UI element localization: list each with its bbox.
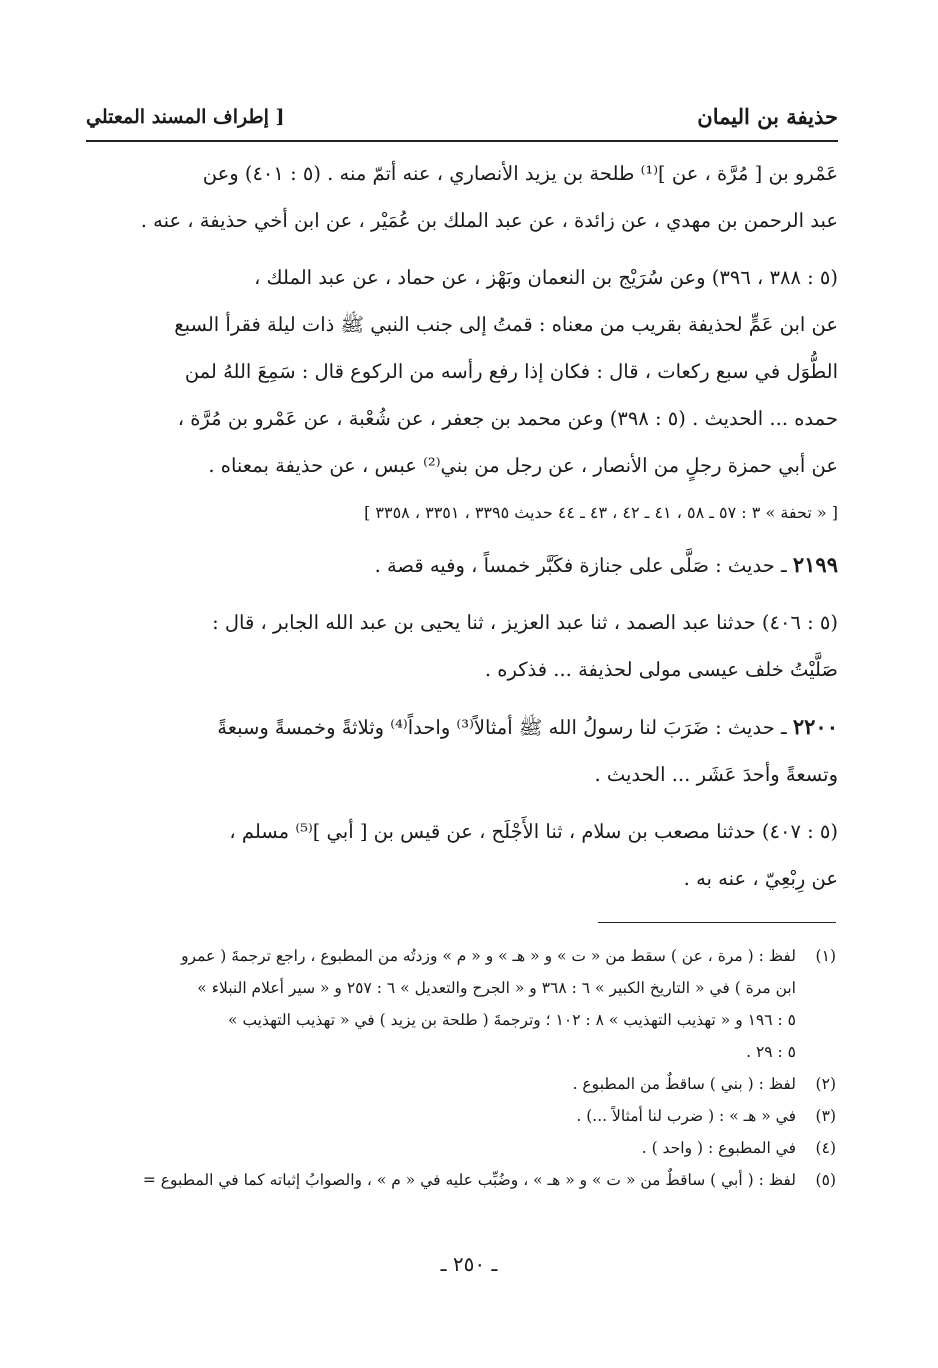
chapter-title: حذيفة بن اليمان [697, 104, 838, 129]
text-line: عن ابن عَمٍّ لحذيفة بقريب من معناه : قمتُ إلى جنب النبي ﷺ ذات ليلة فقرأ السبع [174, 313, 838, 336]
footnotes [70, 940, 836, 1196]
hadith-text: ـ حديث : ضَرَبَ لنا رسولُ الله ﷺ أمثالاً⁽³⁾ واحداً⁽⁴⁾ وثلاثةً وخمسةً وسبعةً [217, 716, 793, 739]
hadith-number: ٢٢٠٠ [792, 714, 838, 739]
footnote-number: (١) [815, 947, 836, 965]
footnote [70, 1164, 836, 1196]
text-line: الطُّوَل في سبع ركعات ، قال : فكان إذا رفع رأسه من الركوع قال : سَمِعَ اللهُ لمن [184, 360, 838, 383]
footnote-line: لفظ : ( بني ) ساقطٌ من المطبوع . [572, 1075, 796, 1093]
running-header [86, 104, 838, 134]
footnote-line: لفظ : ( مرة ، عن ) سقط من « ت » و « هـ » و « م » وزدتُه من المطبوع ، راجع ترجمةَ ( عمرو [181, 947, 796, 965]
hadith-text: ـ حديث : صَلَّى على جنازة فكَبَّر خمساً ، وفيه قصة . [374, 554, 793, 577]
footnote-line: في المطبوع : ( واحد ) . [641, 1139, 796, 1157]
hadith-heading-2199 [84, 541, 838, 589]
hadith-number: ٢١٩٩ [792, 552, 838, 577]
text-line: حمده ... الحديث . (٥ : ٣٩٨) وعن محمد بن جعفر ، عن شُعْبة ، عن عَمْرو بن مُرَّة ، [177, 407, 838, 430]
text-line: (٥ : ٤٠٧) حدثنا مصعب بن سلام ، ثنا الأَجْلَح ، عن قيس بن [ أبي ]⁽⁵⁾ مسلم ، [229, 820, 838, 843]
footnote-line: لفظ : ( أبي ) ساقطٌ من « ت » و « هـ » ، وضُبِّب عليه في « م » ، والصوابُ إثباته كما في المطبوع = [142, 1171, 796, 1189]
text-line: (٥ : ٤٠٦) حدثنا عبد الصمد ، ثنا عبد العزيز ، ثنا يحيى بن عبد الله الجابر ، قال : [212, 611, 838, 634]
footnote [70, 940, 836, 1068]
footnote-separator [598, 922, 836, 923]
page-number: ـ ٢٥٠ ـ [440, 1252, 498, 1276]
footnote [70, 1100, 836, 1132]
tuhfa-reference: [ « تحفة » ٣ : ٥٧ ـ ٥٨ ، ٤١ ـ ٤٢ ، ٤٣ ـ ٤٤ حديث ٣٣٩٥ ، ٣٣٥١ ، ٣٣٥٨ ] [364, 503, 838, 522]
header-rule [86, 140, 838, 142]
footnote-number: (٣) [815, 1107, 836, 1125]
footnote-line: في « هـ » : ( ضرب لنا أمثالاً ...) . [576, 1107, 796, 1125]
footnote-number: (٢) [815, 1075, 836, 1093]
main-text [84, 150, 838, 902]
text-line: (٥ : ٣٨٨ ، ٣٩٦) وعن سُرَيْج بن النعمان وبَهْز ، عن حماد ، عن عبد الملك ، [254, 266, 838, 289]
footnote-line: ابن مرة ) في « التاريخ الكبير » ٦ : ٣٦٨ و « الجرح والتعديل » ٦ : ٢٥٧ و « سير أعلام النبلاء » [197, 979, 796, 997]
footnote-number: (٥) [815, 1171, 836, 1189]
text-line: عن رِبْعِيّ ، عنه به . [683, 867, 838, 890]
footnote-number: (٤) [815, 1139, 836, 1157]
text-line: عَمْرو بن [ مُرَّة ، عن ]⁽¹⁾ طلحة بن يزيد الأنصاري ، عنه أتمّ منه . (٥ : ٤٠١) وعن [202, 162, 838, 185]
footnote [70, 1132, 836, 1164]
hadith-heading-2200 [84, 703, 838, 751]
text-line: وتسعةً وأحدَ عَشَر ... الحديث . [594, 763, 838, 786]
text-line: عبد الرحمن بن مهدي ، عن زائدة ، عن عبد الملك بن عُمَيْر ، عن ابن أخي حذيفة ، عنه . [140, 209, 838, 232]
footnote-line: ٥ : ٢٩ . [746, 1043, 796, 1061]
book-title: [ إطراف المسند المعتلي [86, 106, 285, 128]
text-line: صَلَّيْتُ خلف عيسى مولى لحذيفة ... فذكره . [484, 658, 838, 681]
footnote-line: ٥ : ١٩٦ و « تهذيب التهذيب » ٨ : ١٠٢ ؛ وترجمةَ ( طلحة بن يزيد ) في « تهذيب التهذيب » [228, 1011, 796, 1029]
footnote [70, 1068, 836, 1100]
text-line: عن أبي حمزة رجلٍ من الأنصار ، عن رجل من بني⁽²⁾ عبس ، عن حذيفة بمعناه . [208, 454, 838, 477]
